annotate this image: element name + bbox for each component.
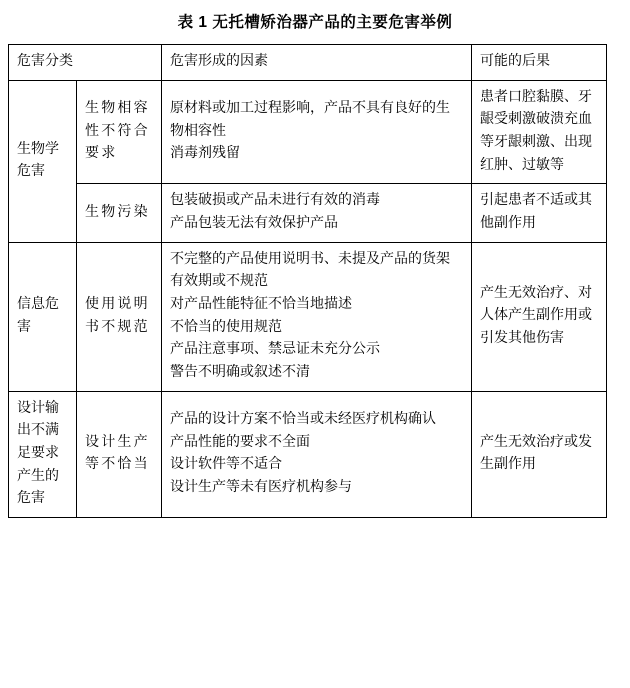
cell-factor-instructions — [162, 242, 472, 391]
cell-factor-biocompatibility — [162, 80, 472, 184]
header-cell-category: 危害分类 — [9, 45, 162, 81]
factor-line: 产品的设计方案不恰当或未经医疗机构确认 — [170, 412, 436, 428]
cell-sub-design: 设计生产等不恰当 — [77, 391, 162, 517]
factor-line: 产品注意事项、禁忌证未充分公示 — [170, 342, 380, 358]
factor-line: 设计生产等未有医疗机构参与 — [170, 480, 352, 496]
table-caption: 表 1 无托槽矫治器产品的主要危害举例 — [177, 14, 453, 31]
cell-result-contamination: 引起患者不适或其他副作用 — [472, 184, 607, 242]
factor-line: 设计软件等不适合 — [170, 457, 282, 473]
table-row — [9, 80, 607, 184]
cell-sub-biocompatibility: 生物相容性不符合要求 — [77, 80, 162, 184]
factor-line: 不恰当的使用规范 — [170, 319, 282, 335]
factor-line: 消毒剂残留 — [170, 146, 240, 162]
cell-category-design: 设计输出不满足要求产生的危害 — [9, 391, 77, 517]
cell-factor-design — [162, 391, 472, 517]
cell-sub-contamination: 生物污染 — [77, 184, 162, 242]
table-row — [9, 184, 607, 242]
factor-line: 产品包装无法有效保护产品 — [170, 216, 338, 232]
cell-result-biocompatibility: 患者口腔黏膜、牙龈受刺激破溃充血等牙龈刺激、出现红肿、过敏等 — [472, 80, 607, 184]
table-header-row — [9, 45, 607, 81]
cell-category-information: 信息危害 — [9, 242, 77, 391]
factor-line: 产品性能的要求不全面 — [170, 434, 310, 450]
hazard-table — [8, 44, 607, 518]
factor-line: 警告不明确或叙述不清 — [170, 365, 310, 381]
factor-line: 原材料或加工过程影响，产品不具有良好的生物相容性 — [170, 101, 450, 139]
factor-line: 不完整的产品使用说明书、未提及产品的货架有效期或不规范 — [170, 251, 450, 290]
factor-line: 包装破损或产品未进行有效的消毒 — [170, 193, 380, 209]
header-cell-factor: 危害形成的因素 — [162, 45, 472, 81]
factor-line: 对产品性能特征不恰当地描述 — [170, 297, 352, 313]
cell-result-instructions: 产生无效治疗、对人体产生副作用或引发其他伤害 — [472, 242, 607, 391]
header-cell-result: 可能的后果 — [472, 45, 607, 81]
table-row — [9, 391, 607, 517]
cell-result-design: 产生无效治疗或发生副作用 — [472, 391, 607, 517]
table-row — [9, 242, 607, 391]
cell-sub-instructions: 使用说明书不规范 — [77, 242, 162, 391]
cell-factor-contamination — [162, 184, 472, 242]
cell-category-biological: 生物学危害 — [9, 80, 77, 242]
